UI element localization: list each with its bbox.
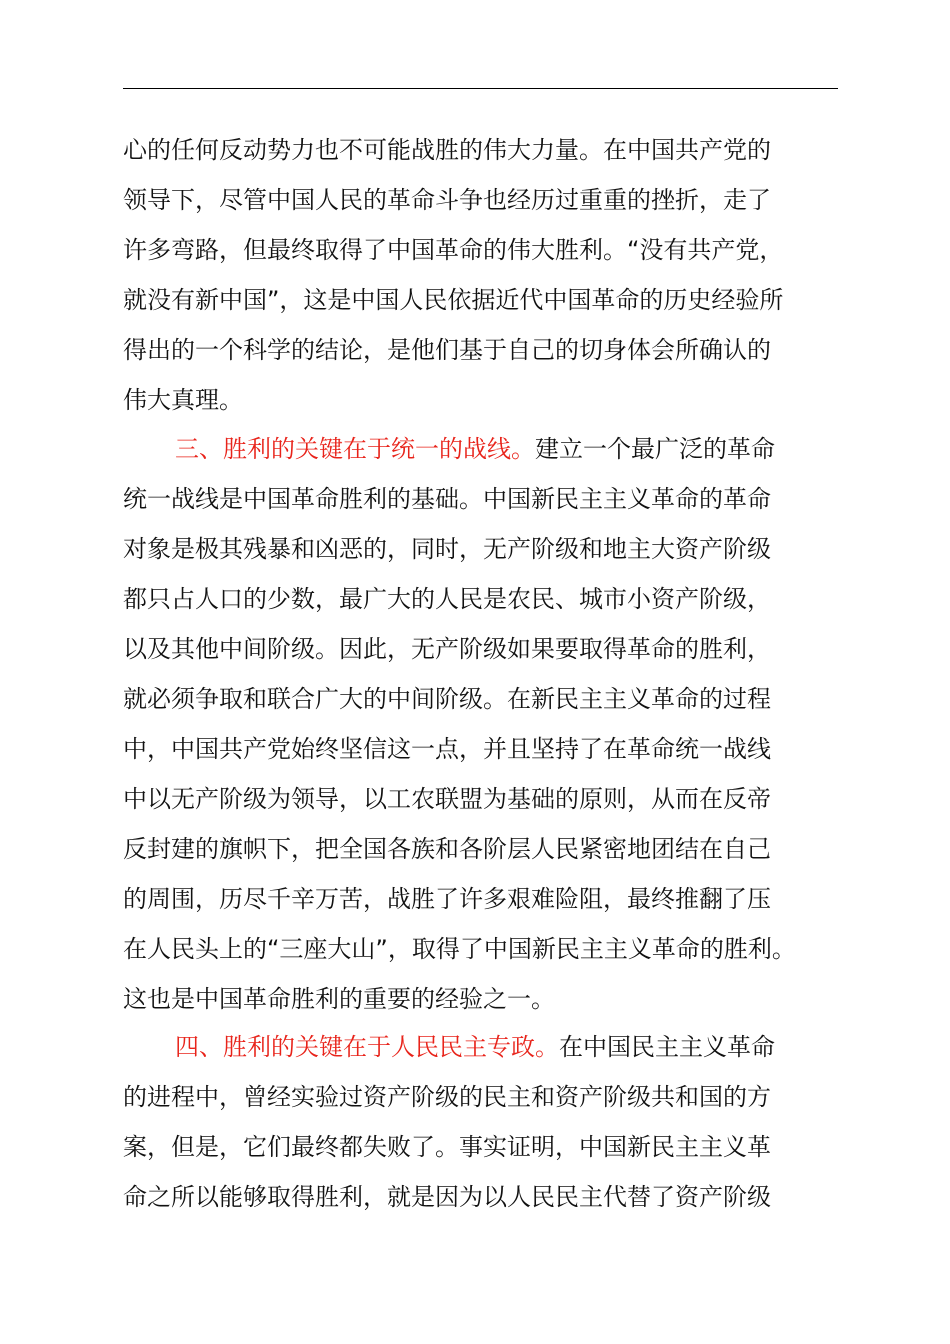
paragraph-3-line: 的进程中，曾经实验过资产阶级的民主和资产阶级共和国的方 (123, 1083, 771, 1111)
paragraph-2-line: 中，中国共产党始终坚信这一点，并且坚持了在革命统一战线 (123, 735, 771, 763)
paragraph-3-line: 案，但是，它们最终都失败了。事实证明，中国新民主主义革 (123, 1133, 771, 1161)
paragraph-2-line: 在人民头上的“三座大山”，取得了中国新民主主义革命的胜利。 (123, 935, 796, 963)
paragraph-2-line: 这也是中国革命胜利的重要的经验之一。 (123, 985, 555, 1013)
paragraph-2-line: 的周围，历尽千辛万苦，战胜了许多艰难险阻，最终推翻了压 (123, 885, 771, 913)
paragraph-1 (123, 125, 853, 425)
paragraph-3-first-line (123, 1022, 853, 1072)
paragraph-2-line: 对象是极其残暴和凶恶的，同时，无产阶级和地主大资产阶级 (123, 535, 771, 563)
paragraph-2-line: 中以无产阶级为领导，以工农联盟为基础的原则，从而在反帝 (123, 785, 771, 813)
paragraph-1-line: 伟大真理。 (123, 386, 243, 414)
section-heading-3: 三、胜利的关键在于统一的战线。 (175, 435, 535, 463)
paragraph-1-line: 心的任何反动势力也不可能战胜的伟大力量。在中国共产党的 (123, 136, 771, 164)
paragraph-3-line: 命之所以能够取得胜利，就是因为以人民民主代替了资产阶级 (123, 1183, 771, 1211)
paragraph-2-line: 反封建的旗帜下，把全国各族和各阶层人民紧密地团结在自己 (123, 835, 771, 863)
paragraph-2-line: 都只占人口的少数，最广大的人民是农民、城市小资产阶级， (123, 585, 771, 613)
paragraph-2 (123, 424, 853, 1024)
paragraph-2-line: 统一战线是中国革命胜利的基础。中国新民主主义革命的革命 (123, 485, 771, 513)
paragraph-3 (123, 1022, 853, 1222)
paragraph-2-line: 就必须争取和联合广大的中间阶级。在新民主主义革命的过程 (123, 685, 771, 713)
paragraph-1-line: 得出的一个科学的结论，是他们基于自己的切身体会所确认的 (123, 336, 771, 364)
paragraph-2-first-line (123, 424, 853, 474)
paragraph-1-line: 许多弯路，但最终取得了中国革命的伟大胜利。“没有共产党， (123, 236, 784, 264)
header-rule (123, 88, 838, 89)
section-heading-4: 四、胜利的关键在于人民民主专政。 (175, 1033, 559, 1061)
paragraph-3-first-line-text: 在中国民主主义革命 (559, 1033, 775, 1061)
paragraph-2-line: 以及其他中间阶级。因此，无产阶级如果要取得革命的胜利， (123, 635, 771, 663)
paragraph-1-line: 领导下，尽管中国人民的革命斗争也经历过重重的挫折，走了 (123, 186, 771, 214)
paragraph-1-line: 就没有新中国”，这是中国人民依据近代中国革命的历史经验所 (123, 286, 784, 314)
paragraph-2-first-line-text: 建立一个最广泛的革命 (535, 435, 775, 463)
